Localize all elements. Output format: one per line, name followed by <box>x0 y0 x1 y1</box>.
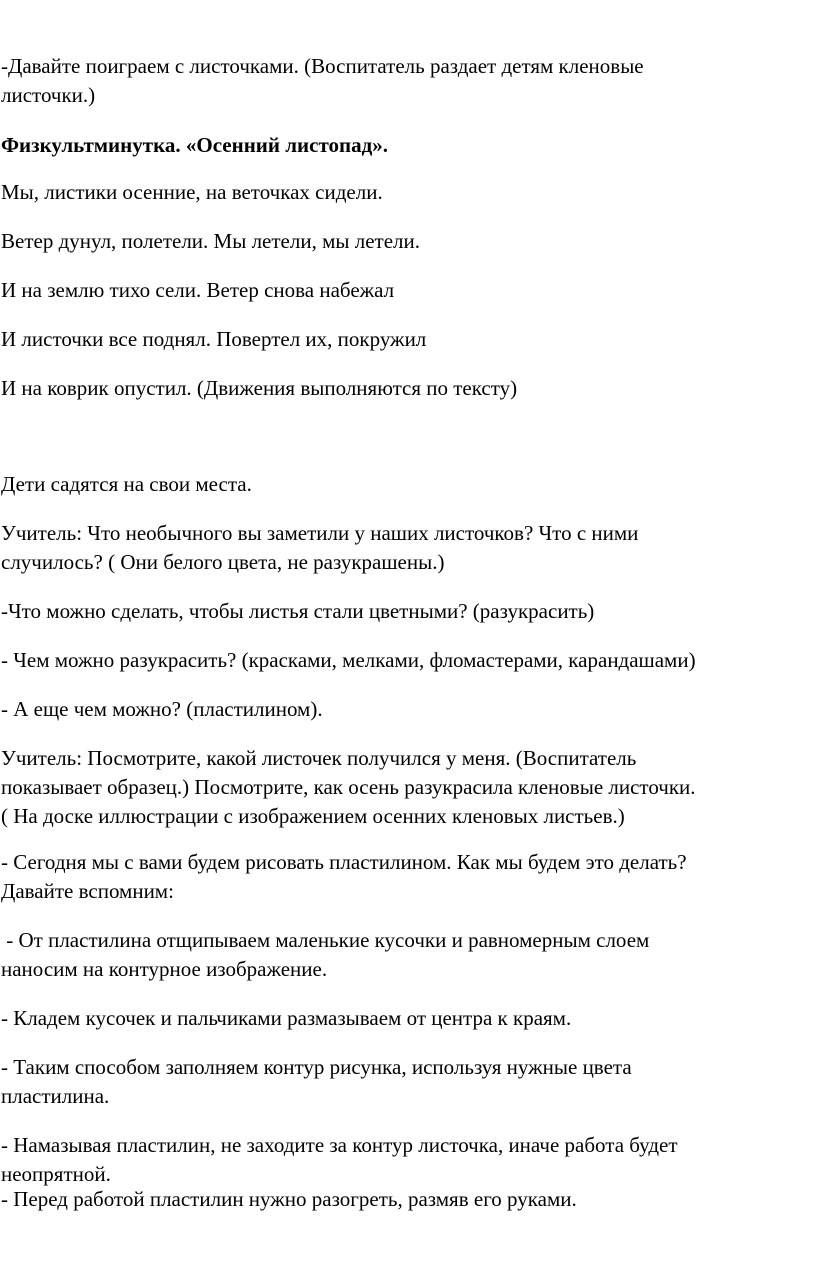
text-line: И листочки все поднял. Повертел их, покружил <box>1 327 427 351</box>
text-line: листочки.) <box>1 83 96 107</box>
text-line: пластилина. <box>1 1084 110 1108</box>
paragraph <box>1 519 813 577</box>
text-line: Учитель: Посмотрите, какой листочек получился у меня. (Воспитатель <box>1 746 637 770</box>
text-line: -Давайте поиграем с листочками. (Воспитатель раздает детям кленовые <box>1 54 644 78</box>
paragraph <box>1 597 813 626</box>
text-line: Физкультминутка. «Осенний листопад». <box>1 133 388 157</box>
text-line: неопрятной. <box>1 1162 111 1186</box>
text-line: Мы, листики осенние, на веточках сидели. <box>1 180 383 204</box>
paragraph <box>1 52 813 110</box>
text-line: - А еще чем можно? (пластилином). <box>1 697 323 721</box>
text-line: - Сегодня мы с вами будем рисовать пластилином. Как мы будем это делать? <box>1 850 687 874</box>
text-line: Учитель: Что необычного вы заметили у наших листочков? Что с ними <box>1 521 639 545</box>
text-line: ( На доске иллюстрации с изображением осенних кленовых листьев.) <box>1 804 625 828</box>
text-line: - От пластилина отщипываем маленькие кусочки и равномерным слоем <box>1 928 650 952</box>
paragraph <box>1 695 813 724</box>
paragraph <box>1 1053 813 1111</box>
text-line: показывает образец.) Посмотрите, как осень разукрасила кленовые листочки. <box>1 775 696 799</box>
text-line: - Намазывая пластилин, не заходите за контур листочка, иначе работа будет <box>1 1133 678 1157</box>
text-line: - Таким способом заполняем контур рисунка, используя нужные цвета <box>1 1055 632 1079</box>
paragraph <box>1 926 813 984</box>
section-heading <box>1 131 813 160</box>
paragraph <box>1 470 813 499</box>
text-line: - Кладем кусочек и пальчиками размазываем от центра к краям. <box>1 1006 572 1030</box>
paragraph <box>1 1004 813 1033</box>
paragraph <box>1 325 813 354</box>
paragraph <box>1 374 813 403</box>
paragraph <box>1 744 813 831</box>
text-line: Ветер дунул, полетели. Мы летели, мы летели. <box>1 229 420 253</box>
text-line: случилось? ( Они белого цвета, не разукрашены.) <box>1 550 445 574</box>
text-line: - Чем можно разукрасить? (красками, мелками, фломастерами, карандашами) <box>1 648 696 672</box>
text-line: наносим на контурное изображение. <box>1 957 328 981</box>
text-line: Давайте вспомним: <box>1 879 174 903</box>
paragraph <box>1 646 813 675</box>
paragraph <box>1 178 813 207</box>
paragraph <box>1 1185 813 1214</box>
text-line: -Что можно сделать, чтобы листья стали цветными? (разукрасить) <box>1 599 595 623</box>
text-line: - Перед работой пластилин нужно разогреть, размяв его руками. <box>1 1187 577 1211</box>
text-line: И на землю тихо сели. Ветер снова набежал <box>1 278 395 302</box>
paragraph <box>1 1131 813 1189</box>
text-line: И на коврик опустил. (Движения выполняются по тексту) <box>1 376 518 400</box>
text-line: Дети садятся на свои места. <box>1 472 252 496</box>
paragraph <box>1 276 813 305</box>
paragraph <box>1 227 813 256</box>
paragraph <box>1 848 813 906</box>
